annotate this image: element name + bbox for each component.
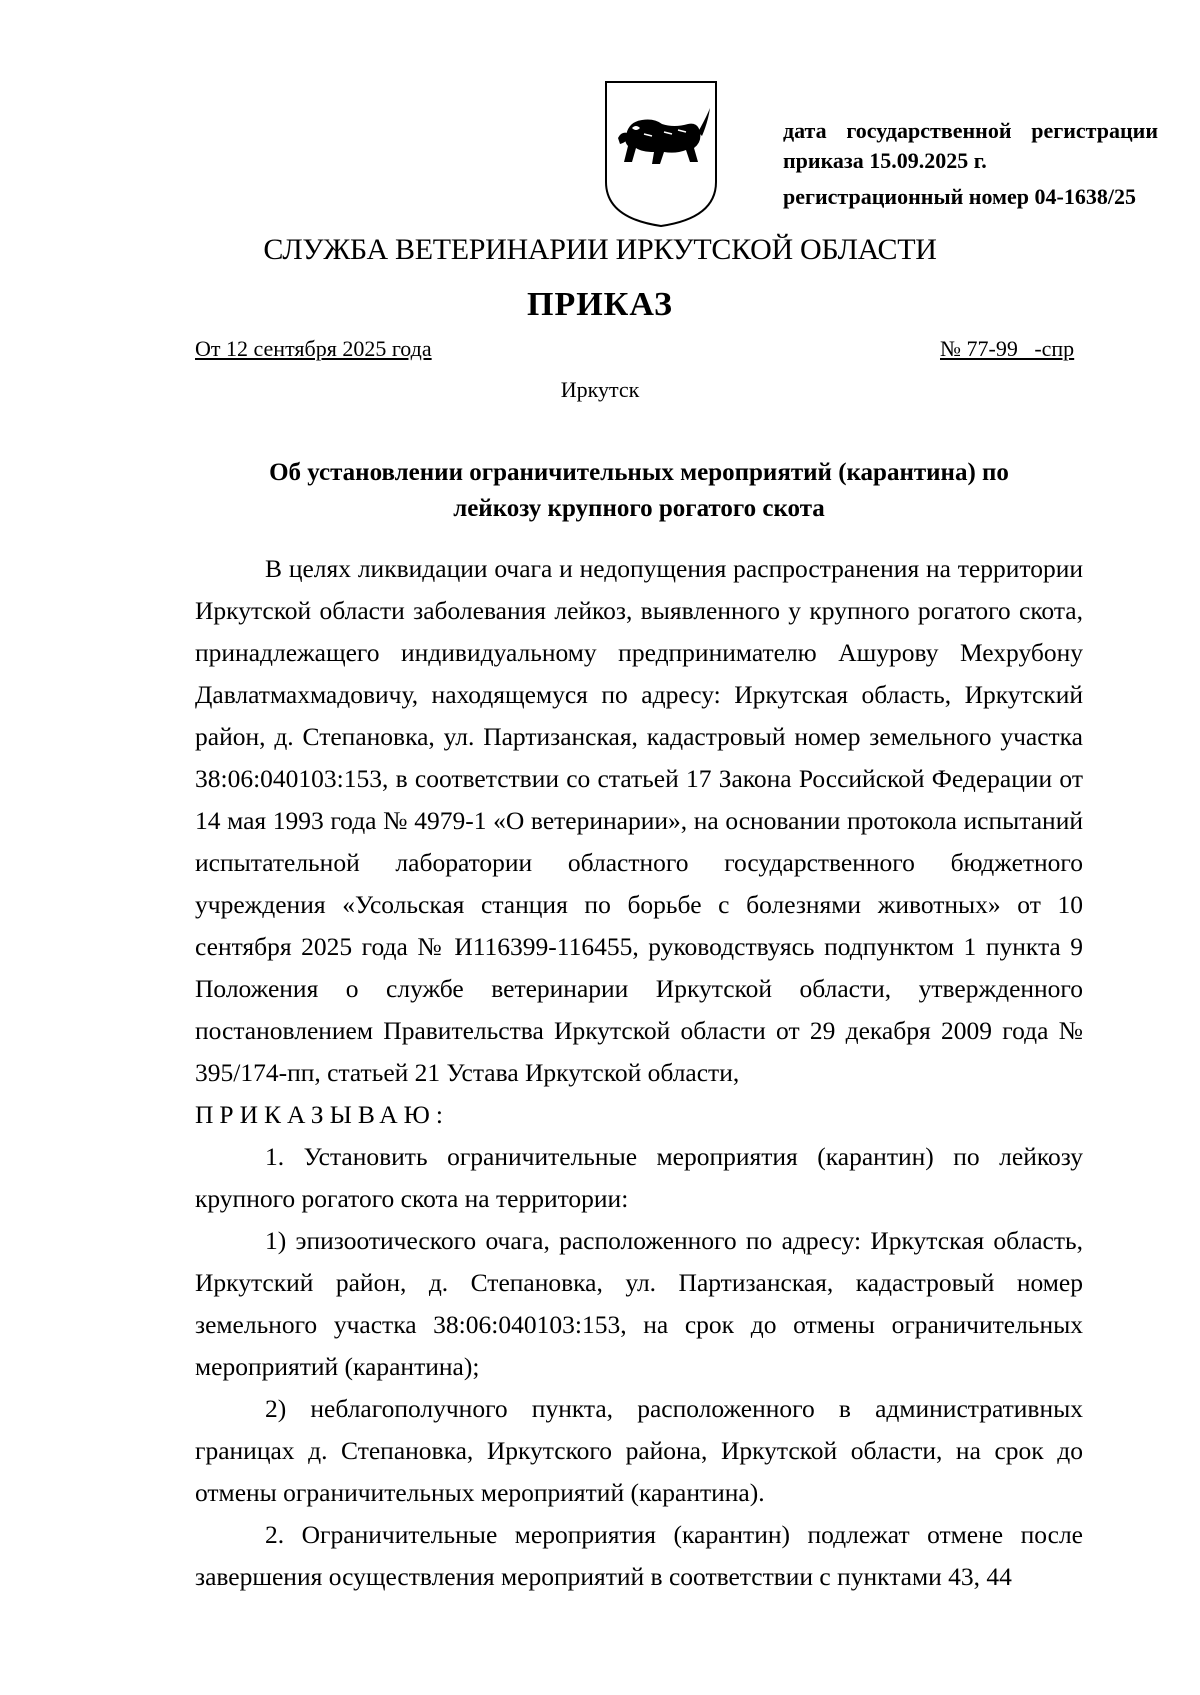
item-1-subitem-1: 1) эпизоотического очага, расположенного по адресу: Иркутская область, Иркутский район, д. Степановка, ул. Партизанская, кадастровый номер земельного участка 38:06:040103:153, на срок до отмены ограничительных мероприятий (карантина); <box>195 1226 1083 1381</box>
coat-of-arms-emblem <box>602 78 720 230</box>
registration-date-line1: дата государственной регистрации <box>783 118 1158 143</box>
agency-name: СЛУЖБА ВЕТЕРИНАРИИ ИРКУТСКОЙ ОБЛАСТИ <box>263 233 937 266</box>
order-body <box>195 548 1083 1598</box>
title-line-2: лейкозу крупного рогатого скота <box>453 495 825 522</box>
preamble-paragraph: В целях ликвидации очага и недопущения распространения на территории Иркутской области заболевания лейкоз, выявленного у крупного рогатого скота, принадлежащего индивидуальному предпринимателю Ашурову Мехрубону Давлатмахмадовичу, находящемуся по адресу: Иркутская область, Иркутский район, д. Степановка, ул. Партизанская, кадастровый номер земельного участка 38:06:040103:153, в соответствии со статьей 17 Закона Российской Федерации от 14 мая 1993 года № 4979-1 «О ветеринарии», на основании протокола испытаний испытательной лаборатории областного государственного бюджетного учреждения «Усольская станция по борьбе с болезнями животных» от 10 сентября 2025 года № И116399-116455, руководствуясь подпунктом 1 пункта 9 Положения о службе ветеринарии Иркутской области, утвержденного постановлением Правительства Иркутской области от 29 декабря 2009 года № 395/174-пп, статьей 21 Устава Иркутской области, <box>195 554 1083 1087</box>
order-title <box>195 455 1083 527</box>
city: Иркутск <box>560 377 640 402</box>
registration-block <box>783 116 1158 212</box>
order-number: № 77-99 -спр <box>940 336 1075 361</box>
command-word: ПРИКАЗЫВАЮ: <box>195 1100 449 1129</box>
order-date: От 12 сентября 2025 года <box>195 336 432 361</box>
item-2: 2. Ограничительные мероприятия (карантин) подлежат отмене после завершения осуществления мероприятий в соответствии с пунктами 43, 44 <box>195 1520 1083 1591</box>
title-line-1: Об установлении ограничительных мероприятий (карантина) по <box>269 459 1009 486</box>
item-1: 1. Установить ограничительные мероприятия (карантин) по лейкозу крупного рогатого скота на территории: <box>195 1142 1083 1213</box>
item-1-subitem-2: 2) неблагополучного пункта, расположенного в административных границах д. Степановка, Иркутского района, Иркутской области, на срок до отмены ограничительных мероприятий (карантина). <box>195 1394 1083 1507</box>
registration-number: регистрационный номер 04-1638/25 <box>783 184 1136 209</box>
document-type: ПРИКАЗ <box>527 286 673 323</box>
registration-date-line2: приказа 15.09.2025 г. <box>783 148 987 173</box>
